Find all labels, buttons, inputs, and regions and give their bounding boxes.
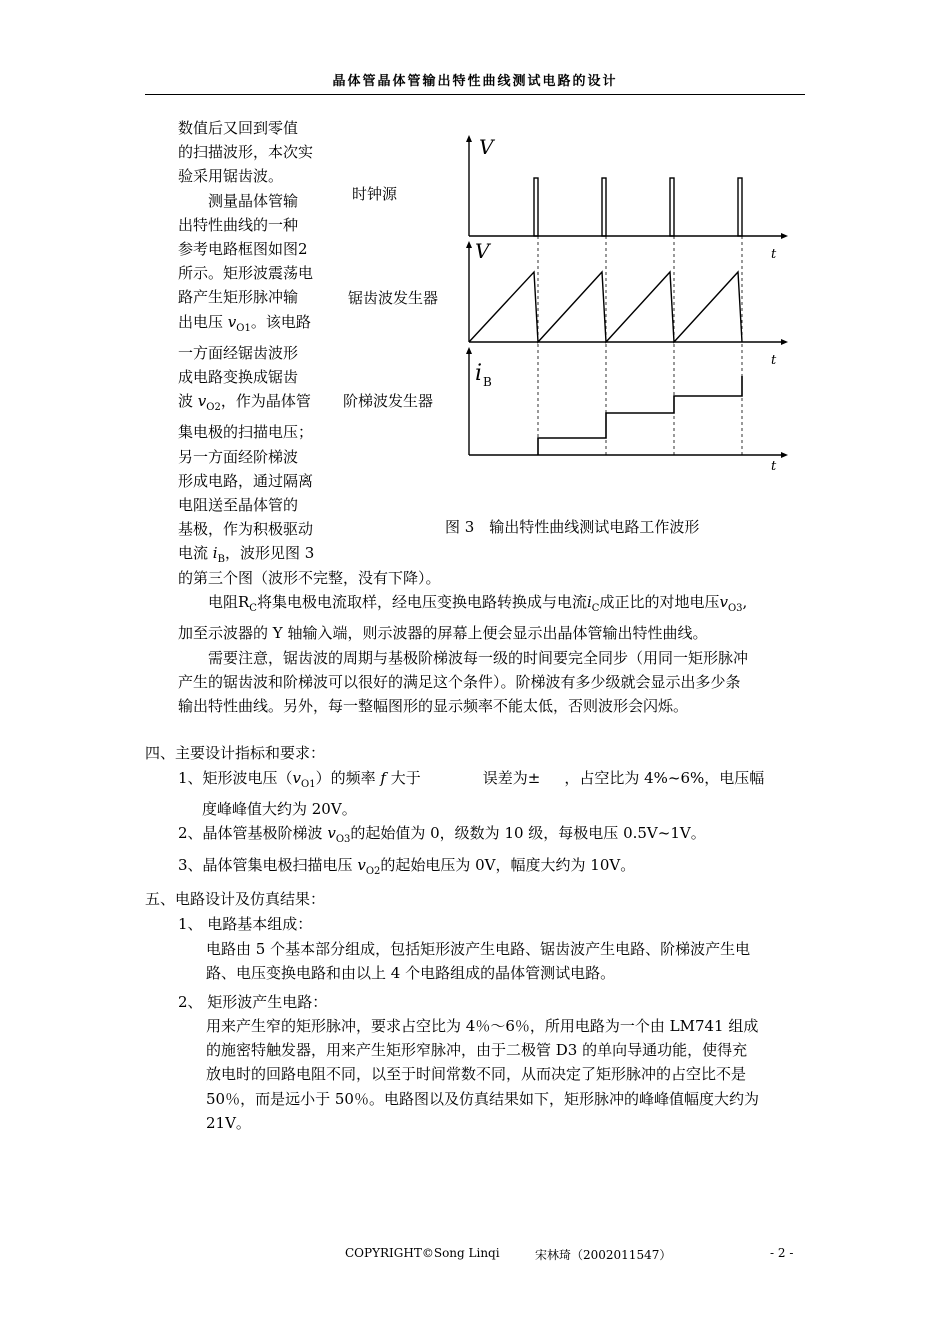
text-line: 成电路变换成锯齿	[178, 368, 299, 387]
text-line: 另一方面经阶梯波	[178, 447, 299, 466]
text-line: 21V。	[206, 1113, 251, 1132]
footer-author: 宋林琦（2002011547）	[535, 1248, 672, 1262]
var-v: v	[357, 855, 366, 874]
text-line: 用来产生窄的矩形脉冲，要求占空比为 4％～6％，所用电路为一个由 LM741 组成	[206, 1017, 759, 1035]
staircase-axis-i-label: i	[475, 361, 483, 386]
left-column-text	[178, 116, 330, 573]
requirement-3	[178, 853, 808, 884]
body-paragraphs	[178, 566, 808, 718]
text-line: 路产生矩形脉冲输	[178, 288, 299, 307]
text-line: 路、电压变换电路和由以上 4 个电路组成的晶体管测试电路。	[206, 964, 616, 983]
text-line: 验采用锯齿波。	[178, 167, 284, 186]
text-span: 3、晶体管集电极扫描电压	[178, 855, 353, 874]
footer-copyright: COPYRIGHT©Song Linqi	[345, 1246, 500, 1260]
sawtooth-wave	[469, 272, 742, 342]
text-span: 成正比的对地电压	[599, 593, 720, 612]
text-line	[178, 590, 808, 621]
clock-axis-v-label: V	[479, 135, 494, 159]
var-v: v	[197, 392, 207, 411]
text-line: 形成电路，通过隔离	[178, 471, 314, 490]
text-span: 电阻R	[208, 593, 250, 612]
subscript: B	[217, 554, 225, 566]
figure-caption: 图 3 输出特性曲线测试电路工作波形	[445, 518, 700, 536]
text-span: 波	[178, 392, 194, 411]
text-line: 测量晶体管输	[208, 191, 299, 210]
text-span: ）的频率	[315, 769, 376, 787]
requirement-2	[178, 821, 808, 852]
requirement-1	[178, 766, 808, 797]
clock-pulse	[602, 178, 606, 236]
text-line	[178, 310, 330, 341]
text-span: ，波形见图 3	[224, 544, 315, 563]
clock-pulse	[670, 178, 674, 236]
text-line: 的扫描波形，本次实	[178, 143, 314, 162]
subscript: O3	[727, 603, 743, 615]
section-4-heading: 四、主要设计指标和要求：	[145, 744, 326, 762]
subscript: O1	[301, 779, 316, 790]
header-rule	[145, 94, 805, 95]
text-span: ,	[742, 593, 748, 612]
var-v: v	[327, 824, 336, 843]
text-line: 参考电路框图如图2	[178, 240, 308, 259]
var-i: i	[212, 544, 218, 563]
text-line: 需要注意，锯齿波的周期与基极阶梯波每一级的时间要完全同步（用同一矩形脉冲	[208, 648, 749, 667]
requirement-1-cont: 度峰峰值大约为 20V。	[202, 800, 357, 819]
subscript: O3	[335, 834, 351, 846]
text-span: 的起始电压为 0V，幅度大约为 10V。	[380, 855, 636, 874]
subscript: C	[249, 603, 257, 615]
text-line: 出特性曲线的一种	[178, 215, 299, 234]
text-line: 数值后又回到零值	[178, 119, 299, 137]
label-clock-source: 时钟源	[352, 185, 398, 203]
var-v: v	[719, 593, 728, 612]
text-span: 误差为±	[482, 769, 541, 787]
text-line: 电路由 5 个基本部分组成，包括矩形波产生电路、锯齿波产生电路、阶梯波产生电	[206, 940, 751, 958]
section-5-2-body	[206, 1014, 808, 1135]
text-line	[178, 389, 330, 420]
subscript: O1	[236, 322, 251, 334]
waveform-figure	[455, 130, 795, 480]
section-5-1-title: 1、 电路基本组成：	[178, 915, 313, 933]
text-span: 的起始值为 0，级数为 10 级，每极电压 0.5V~1V。	[350, 824, 706, 843]
subscript: O2	[206, 402, 221, 414]
clock-pulse	[534, 178, 538, 236]
text-line: 所示。矩形波震荡电	[178, 264, 314, 283]
text-span: 1、矩形波电压（	[178, 769, 293, 787]
text-span: 出电压	[178, 312, 224, 331]
footer-page-number: - 2 -	[770, 1246, 794, 1260]
var-f: f	[380, 769, 386, 787]
var-v: v	[227, 312, 237, 331]
page-header-title: 晶体管晶体管输出特性曲线测试电路的设计	[332, 74, 618, 89]
text-span: 将集电极电流取样，经电压变换电路转换成与电流	[256, 593, 587, 612]
text-span: 电流	[178, 544, 209, 563]
label-sawtooth-generator: 锯齿波发生器	[348, 289, 439, 307]
clock-axis-t-label: t	[771, 247, 777, 262]
text-line: 的第三个图（波形不完整，没有下降）。	[178, 569, 441, 587]
text-span: ，作为晶体管	[220, 392, 311, 411]
text-line: 电阻送至晶体管的	[178, 496, 299, 515]
text-line: 产生的锯齿波和阶梯波可以很好的满足这个条件）。阶梯波有多少级就会显示出多少条	[178, 672, 741, 691]
text-line: 集电极的扫描电压；	[178, 423, 314, 442]
sawtooth-axis-t-label: t	[771, 353, 777, 368]
section-5-heading: 五、电路设计及仿真结果：	[145, 890, 326, 908]
staircase-axis-t-label: t	[771, 459, 777, 474]
text-span: 2、晶体管基极阶梯波	[178, 824, 323, 843]
text-line: 输出特性曲线。另外，每一整幅图形的显示频率不能太低，否则波形会闪烁。	[178, 697, 689, 716]
clock-pulse	[738, 178, 742, 236]
staircase-wave	[538, 376, 742, 455]
text-span: 。该电路	[250, 312, 311, 331]
text-line: 的施密特触发器，用来产生矩形窄脉冲，由于二极管 D3 的单向导通功能，使得充	[206, 1041, 748, 1060]
text-line: 基极，作为积极驱动	[178, 520, 314, 539]
section-4-requirements	[178, 766, 808, 884]
text-line: 加至示波器的 Y 轴输入端，则示波器的屏幕上便会显示出晶体管输出特性曲线。	[178, 624, 708, 643]
text-line: 50％，而是远小于 50％。电路图以及仿真结果如下，矩形脉冲的峰峰值幅度大约为	[206, 1089, 759, 1108]
label-staircase-generator: 阶梯波发生器	[343, 392, 434, 410]
text-span: 大于	[390, 769, 421, 787]
text-span: ，占空比为 4%~6%，电压幅	[564, 769, 765, 787]
subscript: O2	[365, 865, 381, 877]
var-v: v	[292, 769, 302, 787]
sawtooth-axis-v-label: V	[475, 239, 490, 263]
text-line: 放电时的回路电阻不同，以至于时间常数不同，从而决定了矩形脉冲的占空比不是	[206, 1065, 747, 1084]
section-5-1-body	[206, 937, 808, 985]
text-line: 一方面经锯齿波形	[178, 343, 299, 362]
section-5-2-title: 2、 矩形波产生电路：	[178, 993, 328, 1011]
staircase-axis-sub-label: B	[483, 375, 492, 389]
var-i: i	[586, 593, 592, 612]
subscript: C	[591, 603, 600, 615]
